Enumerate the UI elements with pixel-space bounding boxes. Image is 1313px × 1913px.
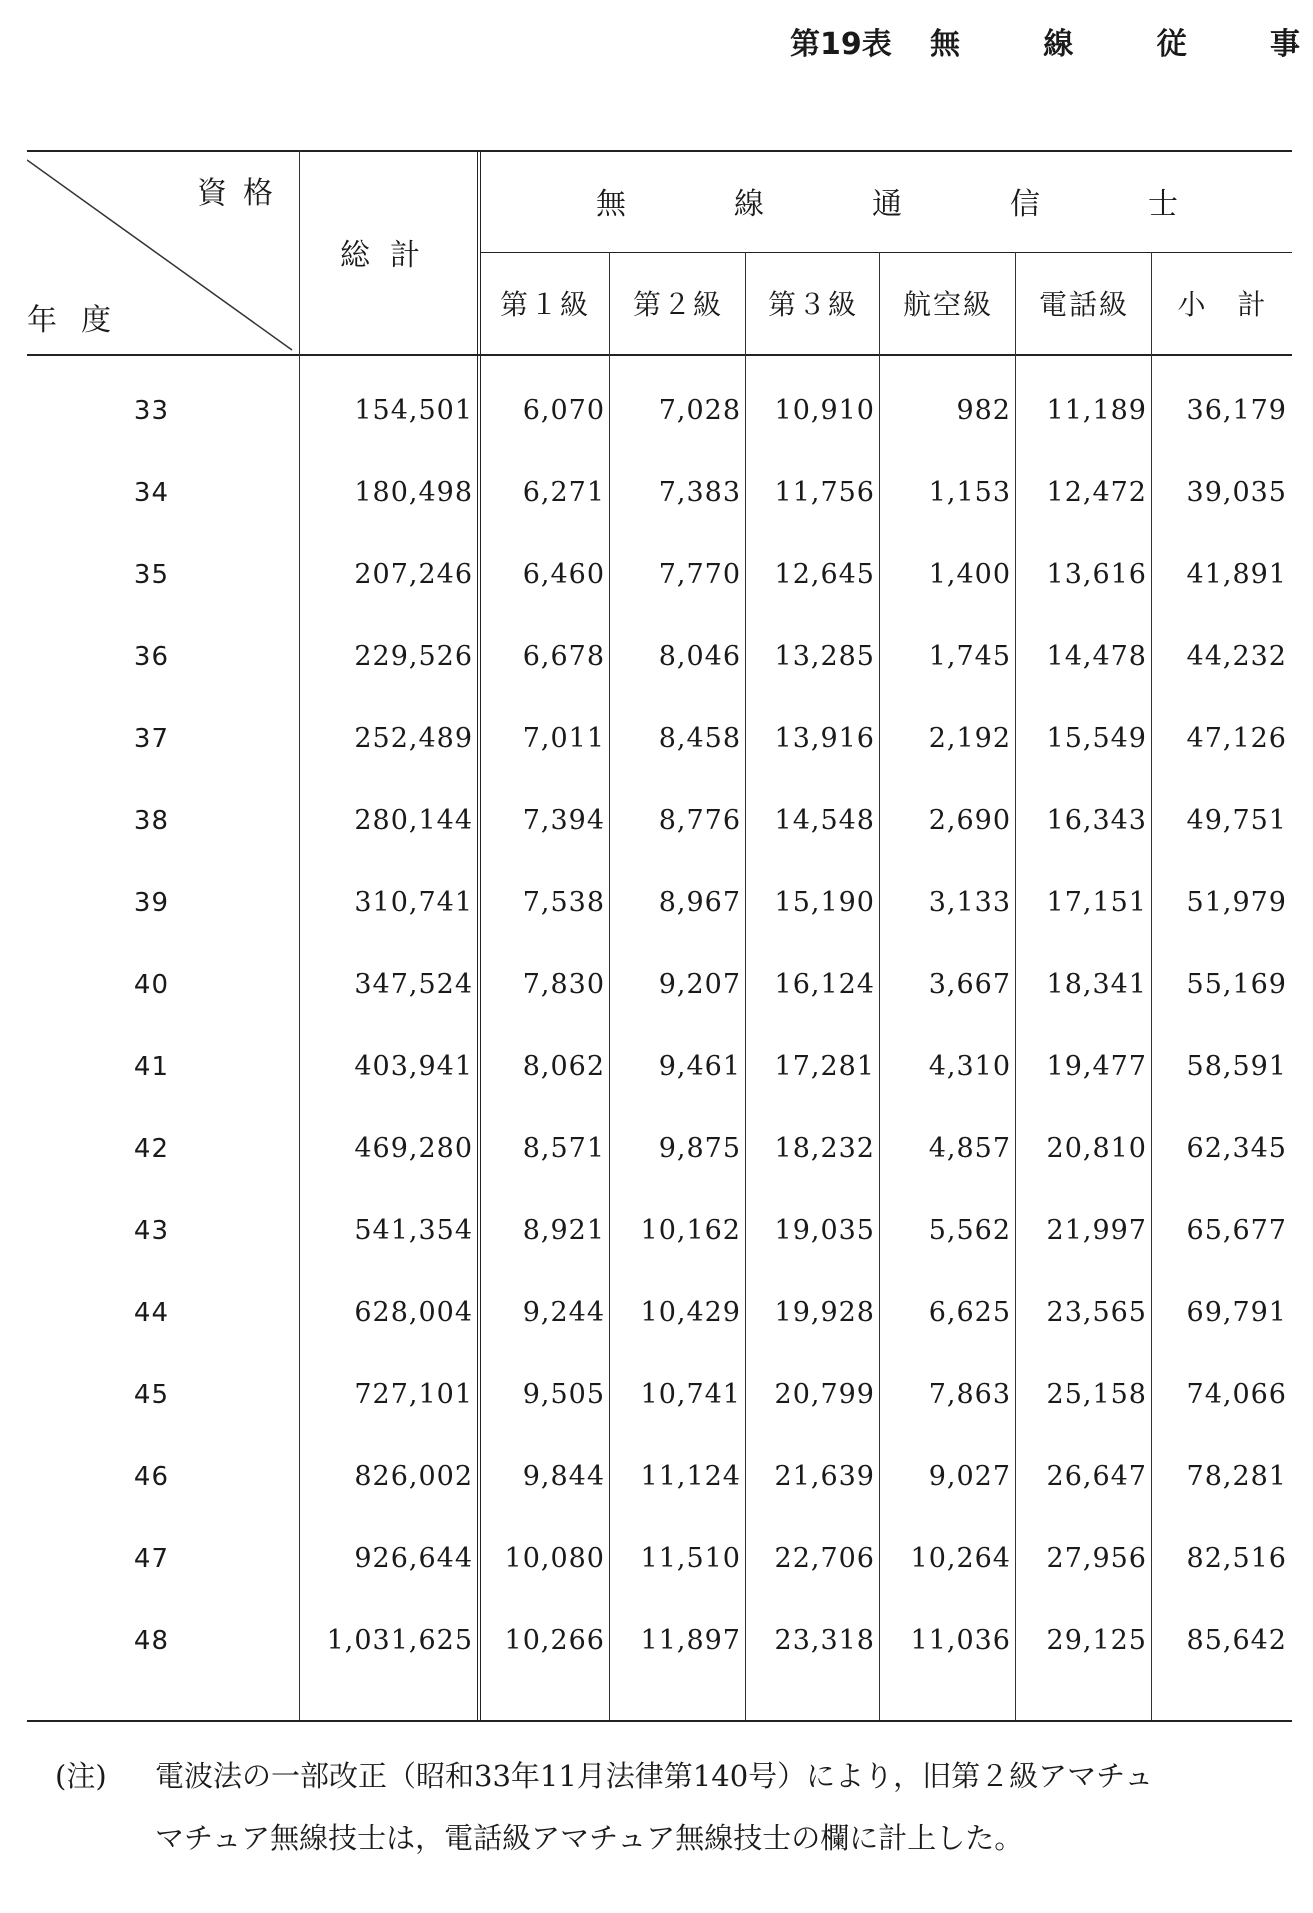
- table-row: [27, 1624, 1292, 1706]
- cell-telephone-class: 18,341: [1046, 969, 1147, 1000]
- subheader-second-class: 第２級: [632, 288, 723, 321]
- cell-year: 43: [133, 1216, 169, 1246]
- cell-aviation-class: 982: [956, 395, 1011, 426]
- cell-total: 229,526: [354, 641, 473, 672]
- cell-year: 33: [133, 396, 169, 426]
- cell-telephone-class: 21,997: [1046, 1215, 1147, 1246]
- cell-first-class: 7,538: [522, 887, 605, 918]
- cell-third-class: 20,799: [774, 1379, 875, 1410]
- table-row: [27, 1050, 1292, 1132]
- title-char: 従: [1156, 27, 1187, 62]
- cell-subtotal: 41,891: [1186, 559, 1287, 590]
- cell-total: 310,741: [354, 887, 473, 918]
- cell-telephone-class: 27,956: [1046, 1543, 1147, 1574]
- cell-aviation-class: 7,863: [928, 1379, 1011, 1410]
- radio-operator-group-header: [482, 150, 1292, 252]
- cell-second-class: 7,770: [658, 559, 741, 590]
- cell-telephone-class: 26,647: [1046, 1461, 1147, 1492]
- cell-first-class: 7,011: [522, 723, 605, 754]
- subheader-first-class: 第１級: [499, 288, 590, 321]
- cell-total: 541,354: [354, 1215, 473, 1246]
- table-row: [27, 1460, 1292, 1542]
- cell-second-class: 11,897: [640, 1625, 741, 1656]
- cell-year: 37: [133, 724, 169, 754]
- cell-total: 469,280: [354, 1133, 473, 1164]
- cell-second-class: 8,458: [658, 723, 741, 754]
- cell-second-class: 8,776: [658, 805, 741, 836]
- cell-aviation-class: 11,036: [910, 1625, 1011, 1656]
- cell-aviation-class: 1,745: [928, 641, 1011, 672]
- cell-aviation-class: 1,400: [928, 559, 1011, 590]
- cell-subtotal: 51,979: [1186, 887, 1287, 918]
- cell-first-class: 6,460: [522, 559, 605, 590]
- table-row: [27, 1132, 1292, 1214]
- cell-second-class: 7,028: [658, 395, 741, 426]
- table-row: [27, 558, 1292, 640]
- cell-total: 207,246: [354, 559, 473, 590]
- cell-telephone-class: 20,810: [1046, 1133, 1147, 1164]
- cell-first-class: 9,505: [522, 1379, 605, 1410]
- cell-third-class: 19,035: [774, 1215, 875, 1246]
- cell-first-class: 10,080: [504, 1543, 605, 1574]
- cell-subtotal: 78,281: [1186, 1461, 1287, 1492]
- cell-second-class: 9,207: [658, 969, 741, 1000]
- title-char: 無: [930, 27, 960, 62]
- cell-subtotal: 49,751: [1186, 805, 1287, 836]
- qualification-header: 資格: [197, 176, 289, 211]
- cell-third-class: 14,548: [774, 805, 875, 836]
- footnote: [55, 1745, 1295, 1869]
- subheader-third-class: 第３級: [767, 288, 858, 321]
- cell-subtotal: 58,591: [1186, 1051, 1287, 1082]
- header-bottom-rule: [27, 354, 1292, 356]
- cell-total: 1,031,625: [326, 1625, 473, 1656]
- subheader-subtotal: 小 計: [1177, 288, 1268, 321]
- cell-first-class: 9,844: [522, 1461, 605, 1492]
- cell-aviation-class: 5,562: [928, 1215, 1011, 1246]
- title-char: 線: [1043, 27, 1074, 62]
- cell-first-class: 7,830: [522, 969, 605, 1000]
- cell-first-class: 6,678: [522, 641, 605, 672]
- corner-header: [27, 150, 299, 354]
- cell-second-class: 9,461: [658, 1051, 741, 1082]
- cell-aviation-class: 2,690: [928, 805, 1011, 836]
- cell-subtotal: 69,791: [1186, 1297, 1287, 1328]
- cell-first-class: 9,244: [522, 1297, 605, 1328]
- cell-telephone-class: 23,565: [1046, 1297, 1147, 1328]
- subheader-aviation-class: 航空級: [902, 288, 993, 321]
- cell-subtotal: 39,035: [1186, 477, 1287, 508]
- cell-total: 826,002: [354, 1461, 473, 1492]
- cell-first-class: 8,921: [522, 1215, 605, 1246]
- table-row: [27, 722, 1292, 804]
- group-char: 信: [1010, 187, 1040, 222]
- year-header: 年度: [27, 303, 135, 338]
- cell-third-class: 19,928: [774, 1297, 875, 1328]
- cell-year: 45: [133, 1380, 169, 1410]
- cell-first-class: 6,070: [522, 395, 605, 426]
- cell-third-class: 13,916: [774, 723, 875, 754]
- cell-subtotal: 47,126: [1186, 723, 1287, 754]
- cell-second-class: 8,046: [658, 641, 741, 672]
- cell-subtotal: 82,516: [1186, 1543, 1287, 1574]
- cell-second-class: 9,875: [658, 1133, 741, 1164]
- cell-year: 38: [133, 806, 169, 836]
- cell-aviation-class: 4,857: [928, 1133, 1011, 1164]
- cell-telephone-class: 13,616: [1046, 559, 1147, 590]
- table-number: 第19表: [790, 27, 892, 62]
- cell-year: 34: [133, 478, 169, 508]
- group-char: 通: [872, 187, 902, 222]
- cell-third-class: 10,910: [774, 395, 875, 426]
- cell-aviation-class: 9,027: [928, 1461, 1011, 1492]
- cell-total: 347,524: [354, 969, 473, 1000]
- cell-aviation-class: 1,153: [928, 477, 1011, 508]
- table-row: [27, 1214, 1292, 1296]
- cell-total: 727,101: [354, 1379, 473, 1410]
- cell-first-class: 8,571: [522, 1133, 605, 1164]
- table-row: [27, 1542, 1292, 1624]
- cell-subtotal: 62,345: [1186, 1133, 1287, 1164]
- cell-first-class: 10,266: [504, 1625, 605, 1656]
- cell-second-class: 10,741: [640, 1379, 741, 1410]
- table-row: [27, 1378, 1292, 1460]
- cell-subtotal: 74,066: [1186, 1379, 1287, 1410]
- title-char: 事: [1269, 27, 1300, 62]
- cell-total: 180,498: [354, 477, 473, 508]
- cell-telephone-class: 29,125: [1046, 1625, 1147, 1656]
- footnote-label: (注): [55, 1759, 107, 1793]
- cell-total: 403,941: [354, 1051, 473, 1082]
- cell-year: 46: [133, 1462, 169, 1492]
- group-char: 線: [734, 187, 764, 222]
- cell-year: 36: [133, 642, 169, 672]
- cell-second-class: 7,383: [658, 477, 741, 508]
- subheader-telephone-class: 電話級: [1038, 288, 1129, 321]
- cell-year: 40: [133, 970, 169, 1000]
- table-bottom-rule: [27, 1720, 1292, 1722]
- table-row: [27, 804, 1292, 886]
- cell-year: 41: [133, 1052, 169, 1082]
- cell-subtotal: 85,642: [1186, 1625, 1287, 1656]
- cell-third-class: 17,281: [774, 1051, 875, 1082]
- cell-second-class: 8,967: [658, 887, 741, 918]
- cell-aviation-class: 6,625: [928, 1297, 1011, 1328]
- cell-third-class: 21,639: [774, 1461, 875, 1492]
- cell-year: 47: [133, 1544, 169, 1574]
- cell-second-class: 11,510: [640, 1543, 741, 1574]
- table-row: [27, 886, 1292, 968]
- cell-aviation-class: 4,310: [928, 1051, 1011, 1082]
- cell-third-class: 13,285: [774, 641, 875, 672]
- cell-telephone-class: 17,151: [1046, 887, 1147, 918]
- group-char: 士: [1148, 187, 1178, 222]
- table-row: [27, 968, 1292, 1050]
- table-row: [27, 1296, 1292, 1378]
- cell-second-class: 10,429: [640, 1297, 741, 1328]
- cell-third-class: 22,706: [774, 1543, 875, 1574]
- cell-year: 48: [133, 1626, 169, 1656]
- footnote-text-line1: 電波法の一部改正（昭和33年11月法律第140号）により，旧第２級アマチュ: [155, 1759, 1154, 1793]
- cell-first-class: 7,394: [522, 805, 605, 836]
- cell-third-class: 16,124: [774, 969, 875, 1000]
- cell-total: 252,489: [354, 723, 473, 754]
- table-row: [27, 476, 1292, 558]
- cell-total: 280,144: [354, 805, 473, 836]
- cell-subtotal: 44,232: [1186, 641, 1287, 672]
- cell-total: 628,004: [354, 1297, 473, 1328]
- cell-third-class: 11,756: [774, 477, 875, 508]
- cell-aviation-class: 2,192: [928, 723, 1011, 754]
- cell-first-class: 8,062: [522, 1051, 605, 1082]
- cell-telephone-class: 11,189: [1046, 395, 1147, 426]
- cell-third-class: 23,318: [774, 1625, 875, 1656]
- cell-aviation-class: 3,667: [928, 969, 1011, 1000]
- cell-subtotal: 36,179: [1186, 395, 1287, 426]
- cell-aviation-class: 10,264: [910, 1543, 1011, 1574]
- cell-subtotal: 65,677: [1186, 1215, 1287, 1246]
- cell-second-class: 11,124: [640, 1461, 741, 1492]
- table-title: [930, 19, 1300, 63]
- page-title: [790, 18, 1300, 64]
- footnote-text-line2: マチュア無線技士は，電話級アマチュア無線技士の欄に計上した。: [155, 1821, 1024, 1855]
- cell-subtotal: 55,169: [1186, 969, 1287, 1000]
- cell-first-class: 6,271: [522, 477, 605, 508]
- cell-aviation-class: 3,133: [928, 887, 1011, 918]
- cell-year: 42: [133, 1134, 169, 1164]
- table-row: [27, 394, 1292, 476]
- cell-telephone-class: 15,549: [1046, 723, 1147, 754]
- total-header: 総計: [340, 238, 440, 273]
- cell-year: 35: [133, 560, 169, 590]
- cell-total: 926,644: [354, 1543, 473, 1574]
- cell-second-class: 10,162: [640, 1215, 741, 1246]
- cell-year: 39: [133, 888, 169, 918]
- cell-year: 44: [133, 1298, 169, 1328]
- cell-telephone-class: 25,158: [1046, 1379, 1147, 1410]
- cell-third-class: 18,232: [774, 1133, 875, 1164]
- cell-third-class: 15,190: [774, 887, 875, 918]
- cell-telephone-class: 14,478: [1046, 641, 1147, 672]
- group-char: 無: [596, 187, 626, 222]
- cell-telephone-class: 16,343: [1046, 805, 1147, 836]
- cell-total: 154,501: [354, 395, 473, 426]
- cell-telephone-class: 12,472: [1046, 477, 1147, 508]
- table-body: [27, 394, 1292, 1706]
- cell-telephone-class: 19,477: [1046, 1051, 1147, 1082]
- table-row: [27, 640, 1292, 722]
- cell-third-class: 12,645: [774, 559, 875, 590]
